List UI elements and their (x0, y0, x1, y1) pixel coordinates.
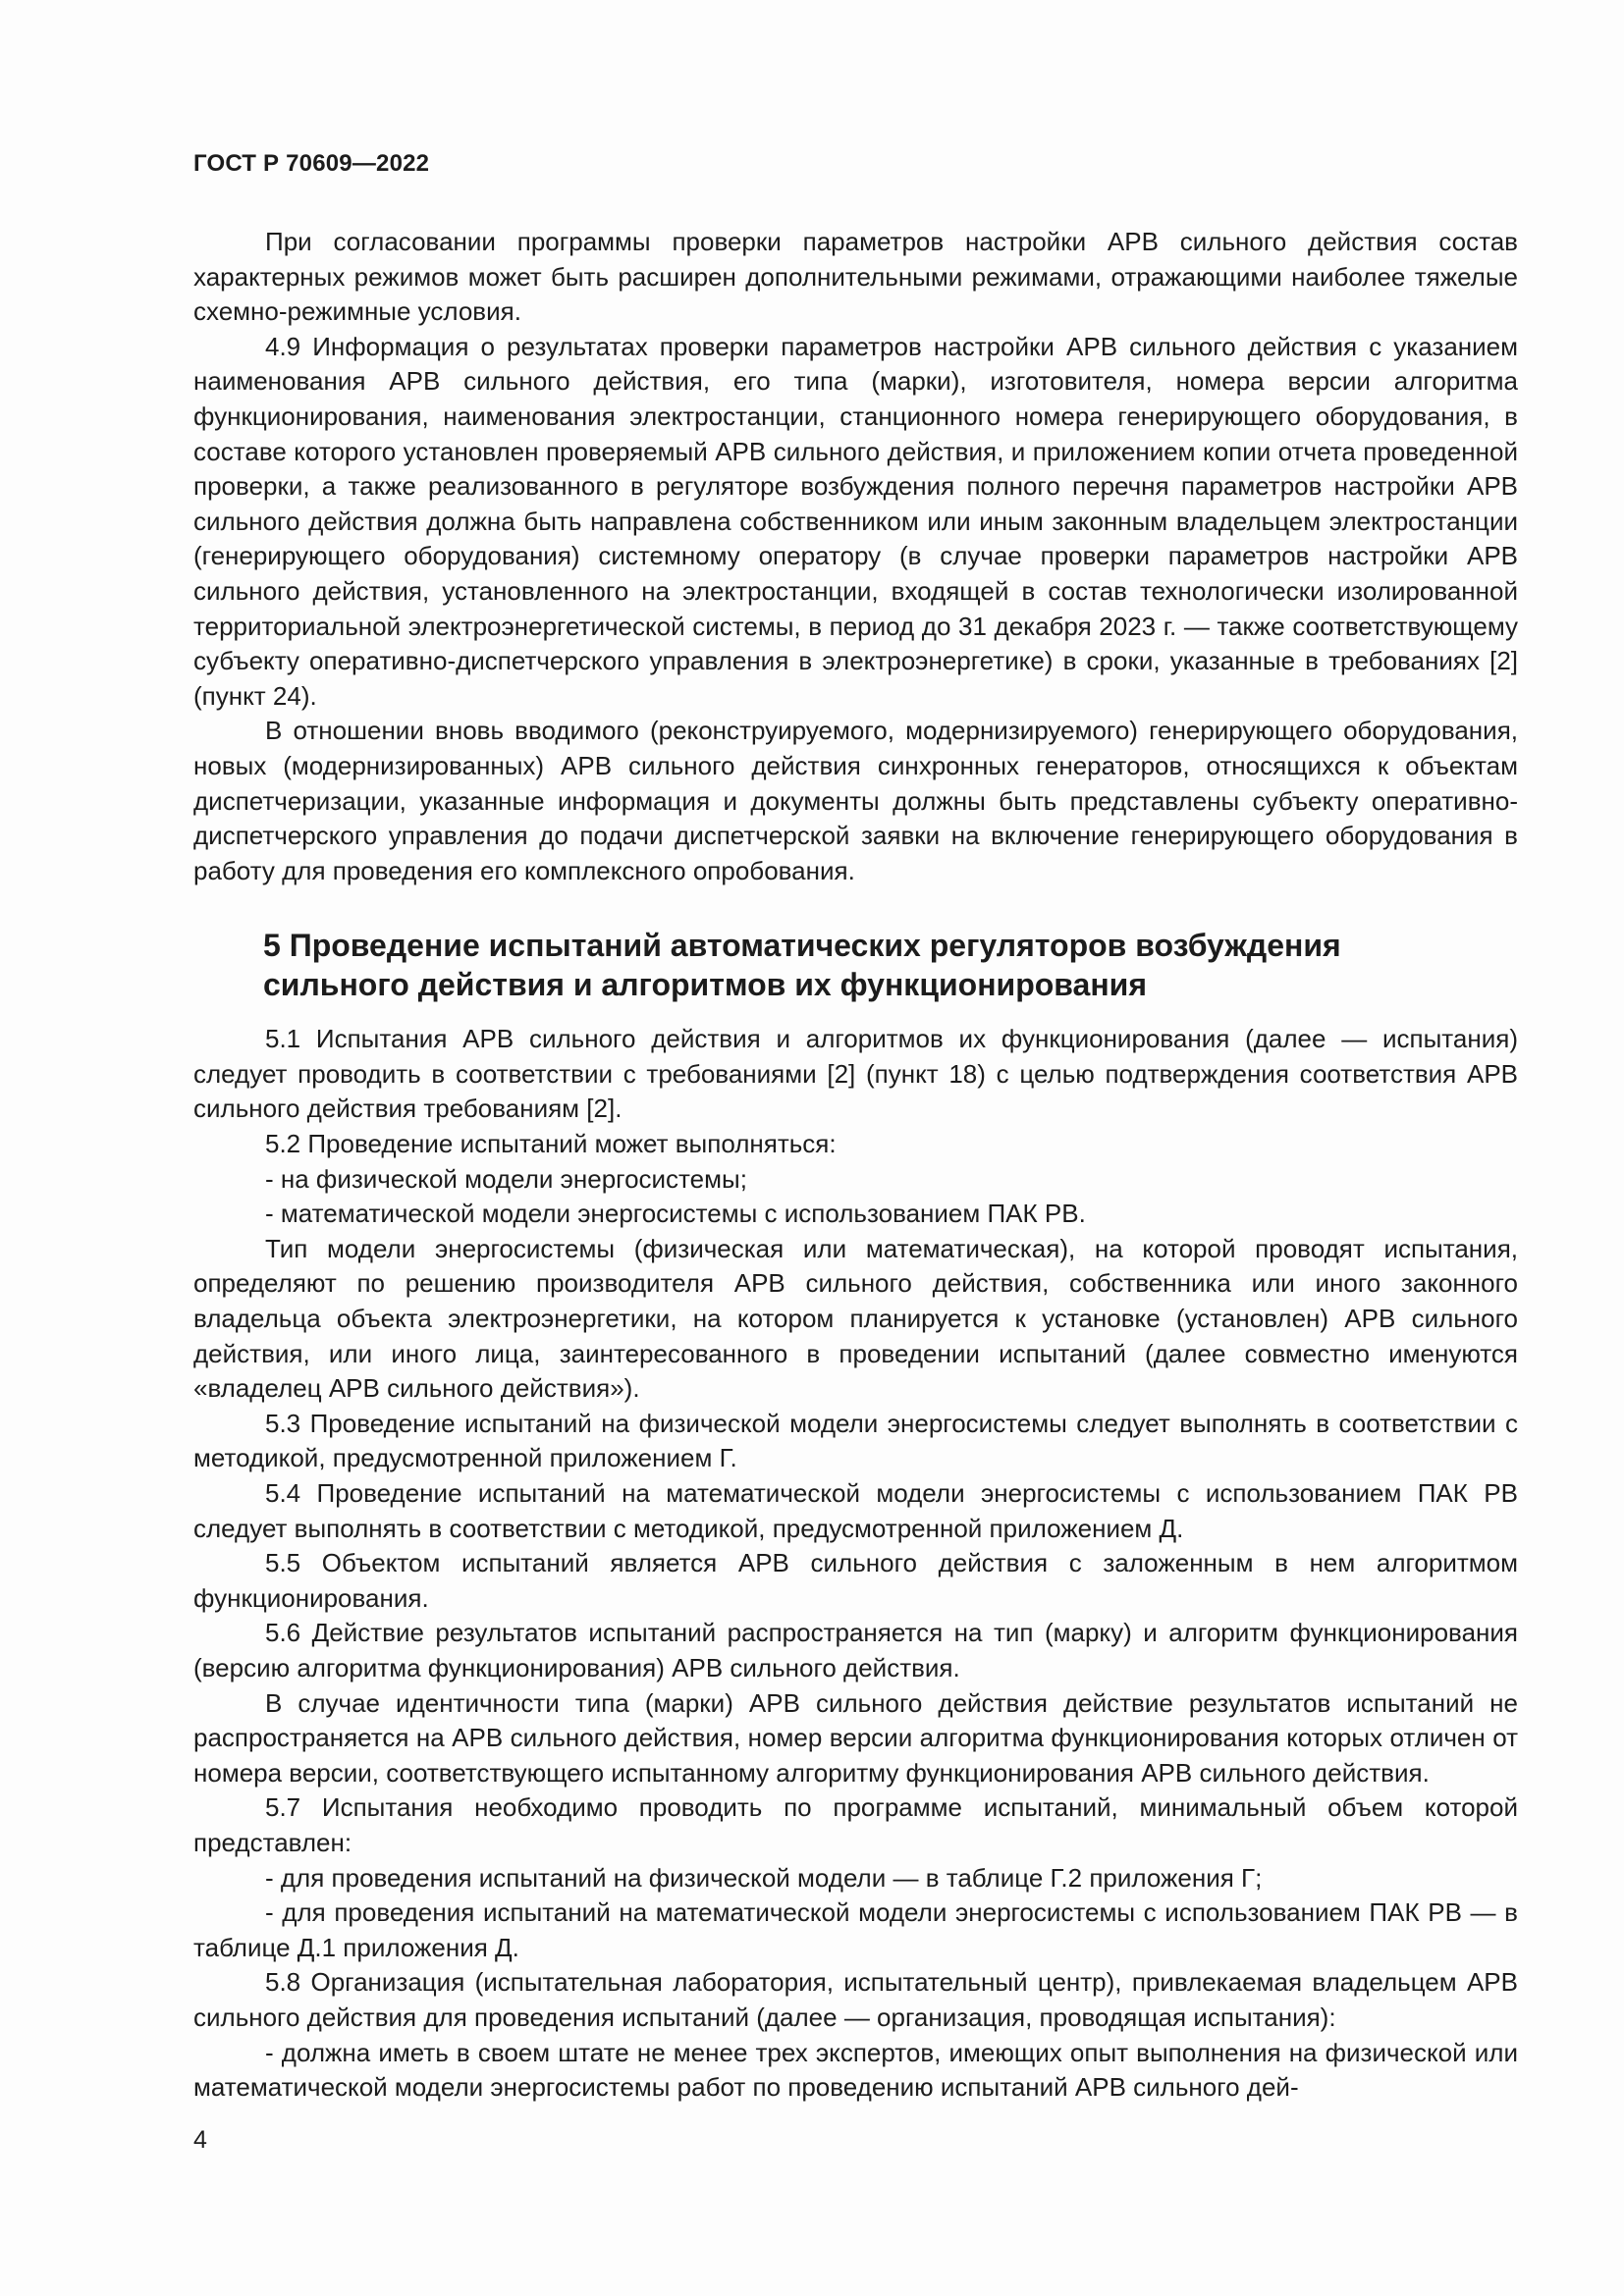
paragraph: В отношении вновь вводимого (реконструируемого, модернизируемого) генерирующего оборудования, новых (модернизированных) АРВ сильного действия синхронных генераторов, относящихся к объектам диспетчеризации, указанные информация и документы должны быть представлены субъекту оперативно-диспетчерского управления до подачи диспетчерской заявки на включение генерирующего оборудования в работу для проведения его комплексного опробования. (193, 716, 1518, 885)
paragraph: 5.3 Проведение испытаний на физической модели энергосистемы следует выполнять в соответствии с методикой, предусмотренной приложением Г. (193, 1408, 1518, 1473)
paragraph: 5.1 Испытания АРВ сильного действия и алгоритмов их функционирования (далее — испытания) следует проводить в соответствии с требованиями [2] (пункт 18) с целью подтверждения соответствия АРВ сильного действия требованиям [2]. (193, 1024, 1518, 1124)
list-item: - на физической модели энергосистемы; (265, 1163, 747, 1194)
list-item: - должна иметь в своем штате не менее трех экспертов, имеющих опыт выполнения на физической или математической модели энергосистемы работ по проведению испытаний АРВ сильного дей- (193, 2037, 1518, 2103)
section-heading-line: 5 Проведение испытаний автоматических регуляторов возбуждения (263, 928, 1341, 964)
document-body (193, 225, 1518, 2106)
paragraph: В случае идентичности типа (марки) АРВ сильного действия действие результатов испытаний не распространяется на АРВ сильного действия, номер версии алгоритма функционирования которых отличен от номера версии, соответствующего испытанному алгоритму функционирования АРВ сильного действия. (193, 1687, 1518, 1788)
paragraph: Тип модели энергосистемы (физическая или математическая), на которой проводят испытания, определяют по решению производителя АРВ сильного действия, собственника или иного законного владельца объекта электроэнергетики, на котором планируется к установке (установлен) АРВ сильного действия, или иного лица, заинтересованного в проведении испытаний (далее совместно именуются «владелец АРВ сильного действия»). (193, 1233, 1518, 1404)
section-heading-line: сильного действия и алгоритмов их функционирования (263, 967, 1148, 1003)
list-item: - математической модели энергосистемы с использованием ПАК РВ. (265, 1199, 1086, 1229)
document-header: ГОСТ Р 70609—2022 (193, 150, 430, 177)
paragraph: 4.9 Информация о результатах проверки параметров настройки АРВ сильного действия с указанием наименования АРВ сильного действия, его типа (марки), изготовителя, номера версии алгоритма функционирования, наименования электростанции, станционного номера генерирующего оборудования, в составе которого установлен проверяемый АРВ сильного действия, и приложением копии отчета проведенной проверки, а также реализованного в регуляторе возбуждения полного перечня параметров настройки АРВ сильного действия должна быть направлена собственником или иным законным владельцем электростанции (генерирующего оборудования) системному оператору (в случае проверки параметров настройки АРВ сильного действия, установленного на электростанции, входящей в состав технологически изолированной территориальной электроэнергетической системы, в период до 31 декабря 2023 г. — также соответствующему субъекту оперативно-диспетчерского управления в электроэнергетике) в сроки, указанные в требованиях [2] (пункт 24). (193, 331, 1518, 711)
paragraph: 5.8 Организация (испытательная лаборатория, испытательный центр), привлекаемая владельцем АРВ сильного действия для проведения испытаний (далее — организация, проводящая испытания): (193, 1967, 1518, 2032)
paragraph: 5.7 Испытания необходимо проводить по программе испытаний, минимальный объем которой представлен: (193, 1792, 1518, 1857)
paragraph: При согласовании программы проверки параметров настройки АРВ сильного действия состав характерных режимов может быть расширен дополнительными режимами, отражающими наиболее тяжелые схемно-режимные условия. (193, 227, 1518, 327)
paragraph: 5.4 Проведение испытаний на математической модели энергосистемы с использованием ПАК РВ следует выполнять в соответствии с методикой, предусмотренной приложением Д. (193, 1478, 1518, 1543)
page-number: 4 (193, 2126, 207, 2154)
paragraph: 5.2 Проведение испытаний может выполняться: (265, 1129, 837, 1159)
section-heading (263, 926, 1518, 1004)
paragraph: 5.5 Объектом испытаний является АРВ сильного действия с заложенным в нем алгоритмом функционирования. (193, 1548, 1518, 1613)
list-item: - для проведения испытаний на физической модели — в таблице Г.2 приложения Г; (265, 1862, 1263, 1893)
list-item: - для проведения испытаний на математической модели энергосистемы с использованием ПАК РВ — в таблице Д.1 приложения Д. (193, 1897, 1518, 1962)
paragraph: 5.6 Действие результатов испытаний распространяется на тип (марку) и алгоритм функционирования (версию алгоритма функционирования) АРВ сильного действия. (193, 1618, 1518, 1682)
